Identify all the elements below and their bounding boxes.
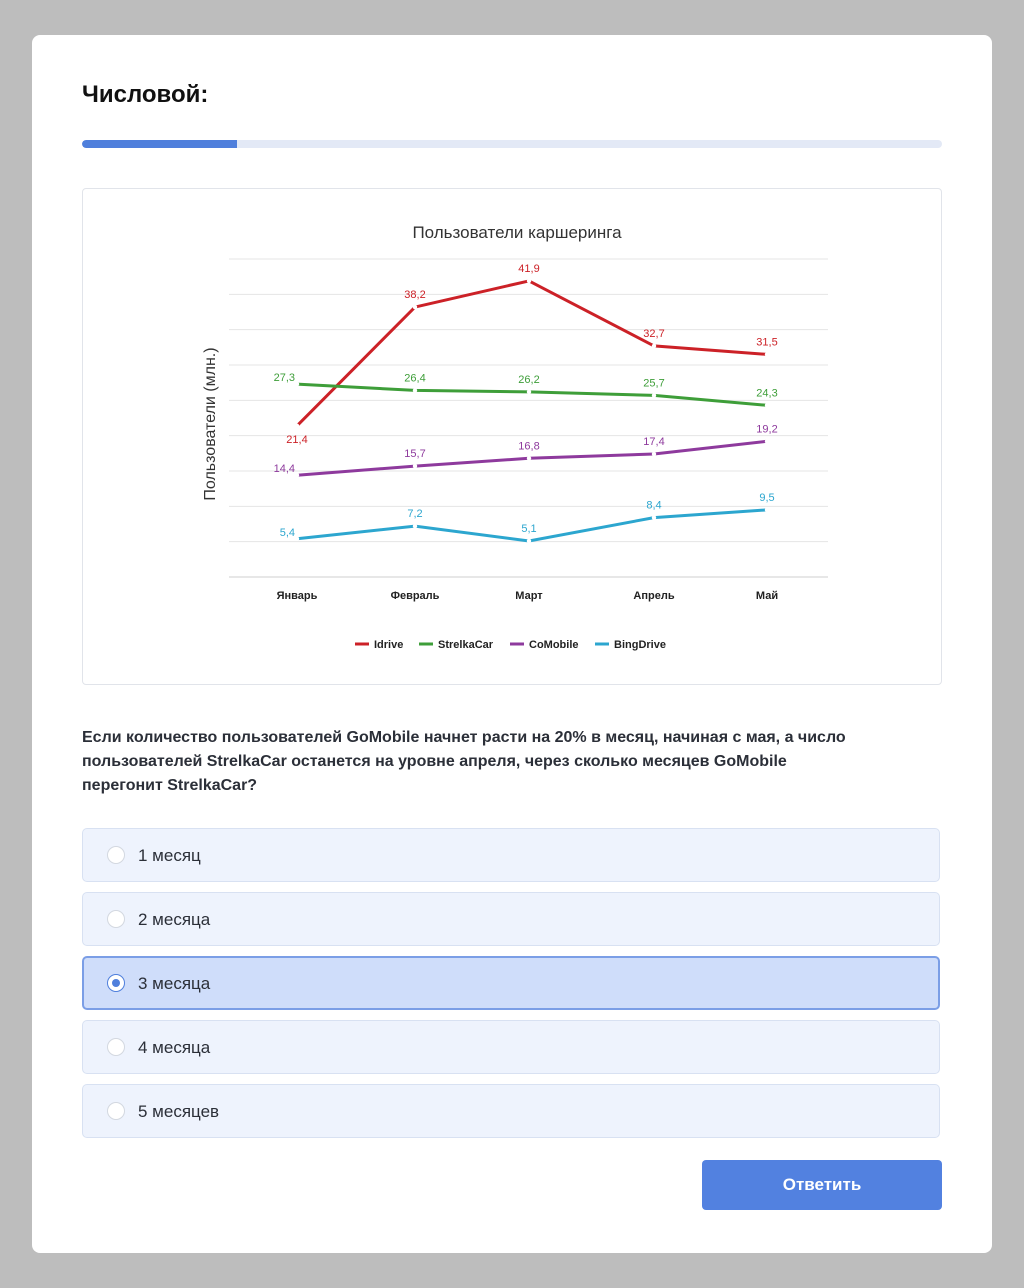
data-label: 21,4 — [286, 433, 308, 446]
data-point — [652, 344, 656, 348]
data-point — [652, 452, 656, 456]
progress-bar-fill — [82, 140, 237, 148]
data-label: 26,2 — [518, 373, 540, 386]
answer-option-label: 2 месяца — [138, 910, 211, 929]
radio-button[interactable] — [107, 974, 125, 992]
data-label: 41,9 — [518, 262, 540, 275]
data-point — [765, 439, 769, 443]
data-label: 26,4 — [404, 372, 426, 385]
question-text: Если количество пользователей GoMobile начнет расти на 20% в месяц, начиная с мая, а число пользователей StrelkaCar останется на уровне апреля, через сколько месяцев GoMobile перегонит StrelkaCar? — [82, 729, 846, 794]
answer-option[interactable] — [82, 828, 940, 882]
radio-button[interactable] — [107, 1102, 125, 1120]
data-point — [413, 305, 417, 309]
data-point — [413, 388, 417, 392]
data-point — [527, 279, 531, 283]
chart-title: Пользователи каршеринга — [412, 223, 622, 242]
answer-option-label: 3 месяца — [138, 974, 211, 993]
data-point — [765, 352, 769, 356]
answer-option-label: 1 месяц — [138, 846, 201, 865]
page-title: Числовой: — [82, 81, 209, 108]
data-label: 7,2 — [407, 508, 423, 521]
y-axis-label: Пользователи (млн.) — [202, 347, 219, 501]
legend-label: Idrive — [374, 639, 404, 651]
data-label: 25,7 — [643, 377, 665, 390]
data-point — [413, 524, 417, 528]
radio-button[interactable] — [107, 1038, 125, 1056]
submit-button[interactable]: Ответить — [702, 1160, 942, 1210]
legend-label: StrelkaCar — [438, 639, 494, 651]
x-tick-label: Январь — [276, 590, 318, 602]
radio-button[interactable] — [107, 846, 125, 864]
data-label: 15,7 — [404, 448, 426, 461]
data-point — [652, 393, 656, 397]
legend-label: BingDrive — [614, 639, 666, 651]
x-tick-label: Апрель — [633, 590, 675, 602]
series-line — [297, 281, 767, 426]
data-point — [765, 403, 769, 407]
answer-option[interactable] — [82, 892, 940, 946]
data-label: 8,4 — [646, 499, 662, 512]
quiz-card — [32, 35, 992, 1253]
data-point — [527, 456, 531, 460]
data-label: 14,4 — [273, 463, 295, 476]
data-point — [295, 473, 299, 477]
data-point — [295, 537, 299, 541]
answer-option-label: 5 месяцев — [138, 1102, 220, 1121]
data-label: 38,2 — [404, 289, 426, 302]
data-label: 5,1 — [521, 522, 537, 535]
x-tick-label: Февраль — [390, 590, 440, 602]
answer-option[interactable] — [82, 956, 940, 1010]
data-point — [295, 382, 299, 386]
data-point — [527, 390, 531, 394]
data-label: 16,8 — [518, 440, 540, 453]
data-point — [652, 515, 656, 519]
data-label: 5,4 — [279, 526, 295, 539]
data-label: 24,3 — [756, 387, 778, 400]
data-point — [295, 424, 299, 428]
data-point — [765, 508, 769, 512]
chart-container — [82, 188, 942, 685]
data-label: 27,3 — [273, 372, 295, 385]
data-label: 32,7 — [643, 327, 665, 340]
series-line — [297, 384, 767, 405]
answer-option[interactable] — [82, 1020, 940, 1074]
x-tick-label: Май — [755, 590, 779, 602]
answer-option[interactable] — [82, 1084, 940, 1138]
progress-bar — [82, 140, 942, 148]
data-point — [413, 464, 417, 468]
radio-button[interactable] — [107, 910, 125, 928]
data-label: 17,4 — [643, 436, 665, 449]
legend-label: CoMobile — [529, 639, 579, 651]
data-label: 19,2 — [756, 423, 778, 436]
line-chart — [83, 189, 941, 684]
x-tick-label: Март — [515, 590, 543, 602]
data-label: 31,5 — [756, 336, 778, 349]
data-point — [527, 539, 531, 543]
answer-option-label: 4 месяца — [138, 1038, 211, 1057]
data-label: 9,5 — [759, 491, 775, 504]
